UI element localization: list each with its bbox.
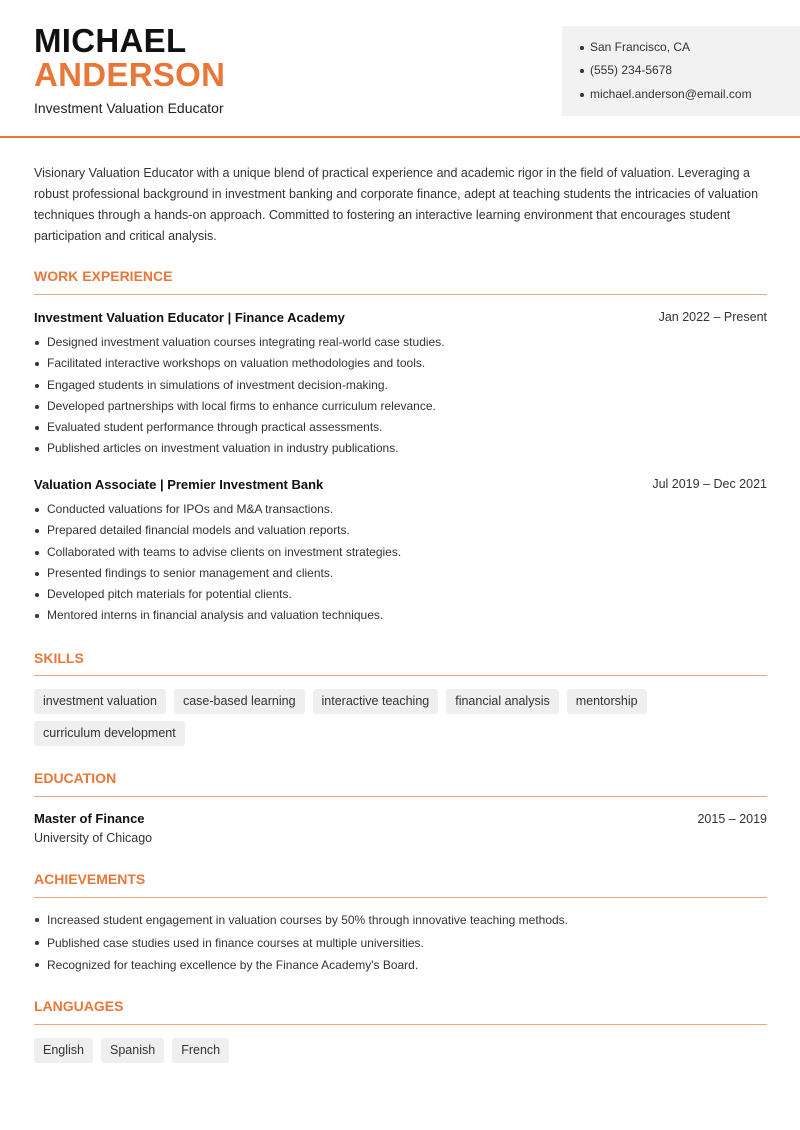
skills-row [34,689,647,714]
list-item: Published articles on investment valuation in industry publications. [47,438,767,459]
list-item: Developed pitch materials for potential clients. [47,584,767,605]
list-item: Collaborated with teams to advise clients on investment strategies. [47,542,767,563]
job-bullets [47,499,767,627]
list-item: Published case studies used in finance courses at multiple universities. [47,932,767,955]
job-title: Investment Valuation Educator [34,100,224,116]
section-title-achievements: ACHIEVEMENTS [34,871,146,887]
section-divider [34,897,767,898]
section-divider [34,796,767,797]
list-item: Engaged students in simulations of investment decision-making. [47,375,767,396]
language-tag: English [34,1038,93,1063]
section-title-education: EDUCATION [34,770,117,786]
contact-email: michael.anderson@email.com [590,87,752,101]
school: University of Chicago [34,831,153,845]
contact-phone: (555) 234-5678 [590,63,673,77]
first-name: MICHAEL [34,22,187,59]
section-divider [34,675,767,676]
job-dates: Jul 2019 – Dec 2021 [652,477,767,491]
resume-header [0,0,800,138]
section-title-languages: LANGUAGES [34,998,124,1014]
language-tag: French [172,1038,229,1063]
section-title-skills: SKILLS [34,650,84,666]
education-dates: 2015 – 2019 [697,812,767,826]
list-item: Presented findings to senior management and clients. [47,563,767,584]
skill-tag: interactive teaching [313,689,439,714]
list-item: Recognized for teaching excellence by the Finance Academy's Board. [47,954,767,977]
skills-row [34,721,185,746]
achievement-bullets [47,909,767,977]
list-item: Mentored interns in financial analysis and valuation techniques. [47,605,767,626]
skill-tag: curriculum development [34,721,185,746]
skill-tag: financial analysis [446,689,559,714]
job-heading: Investment Valuation Educator | Finance Academy [34,310,345,325]
job-dates: Jan 2022 – Present [658,310,767,324]
section-divider [34,1024,767,1025]
summary: Visionary Valuation Educator with a unique blend of practical experience and academic rigor in the field of valuation. Leveraging a robust professional background in investment banking and corporate finance, adept at teaching students the intricacies of valuation techniques through a hands-on approach. Committed to fostering an interactive learning environment that encourages student participation and critical analysis. [34,166,759,243]
list-item: Increased student engagement in valuation courses by 50% through innovative teaching methods. [47,909,767,932]
skill-tag: mentorship [567,689,647,714]
skill-tag: investment valuation [34,689,166,714]
languages-row [34,1038,229,1063]
last-name: ANDERSON [34,56,226,93]
list-item: Evaluated student performance through practical assessments. [47,417,767,438]
list-item: Facilitated interactive workshops on valuation methodologies and tools. [47,353,767,374]
job-bullets [47,332,767,460]
language-tag: Spanish [101,1038,164,1063]
skill-tag: case-based learning [174,689,305,714]
contact-location: San Francisco, CA [590,40,691,54]
section-title-work: WORK EXPERIENCE [34,268,173,284]
list-item: Prepared detailed financial models and valuation reports. [47,520,767,541]
section-divider [34,294,767,295]
list-item: Designed investment valuation courses integrating real-world case studies. [47,332,767,353]
contact-box [562,26,800,116]
list-item: Conducted valuations for IPOs and M&A transactions. [47,499,767,520]
job-heading: Valuation Associate | Premier Investment Bank [34,477,324,492]
degree: Master of Finance [34,811,145,826]
list-item: Developed partnerships with local firms to enhance curriculum relevance. [47,396,767,417]
